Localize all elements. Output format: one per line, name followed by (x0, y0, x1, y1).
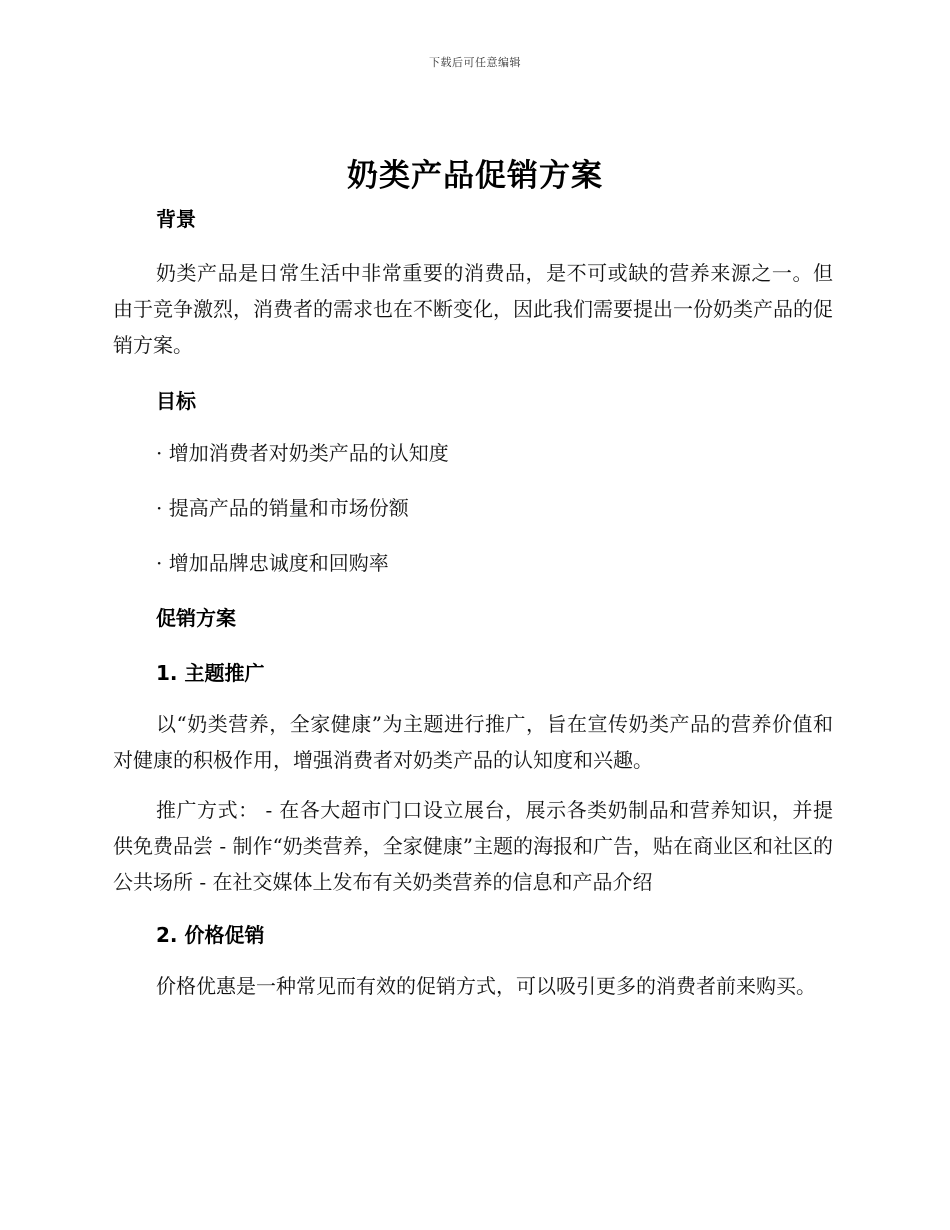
goal-item: · 增加消费者对奶类产品的认知度 (156, 441, 449, 465)
document-body (113, 205, 833, 1004)
price-promotion-heading: 2. 价格促销 (156, 923, 265, 947)
theme-promotion-heading: 1. 主题推广 (156, 661, 265, 685)
promotion-methods-paragraph: 推广方式： - 在各大超市门口设立展台，展示各类奶制品和营养知识，并提供免费品尝 - 制作“奶类营养，全家健康”主题的海报和广告，贴在商业区和社区的公共场所 - 在社交媒体上发布有关奶类营养的信息和产品介绍 (113, 798, 833, 894)
theme-promotion-paragraph: 以“奶类营养，全家健康”为主题进行推广，旨在宣传奶类产品的营养价值和对健康的积极作用，增强消费者对奶类产品的认知度和兴趣。 (113, 712, 833, 772)
goal-item: · 提高产品的销量和市场份额 (156, 496, 409, 520)
price-promotion-paragraph: 价格优惠是一种常见而有效的促销方式，可以吸引更多的消费者前来购买。 (156, 974, 816, 998)
goals-heading: 目标 (156, 389, 196, 413)
header-note: 下载后可任意编辑 (429, 56, 521, 69)
plan-heading: 促销方案 (156, 606, 236, 630)
goal-item: · 增加品牌忠诚度和回购率 (156, 551, 389, 575)
background-heading: 背景 (156, 207, 196, 231)
background-paragraph: 奶类产品是日常生活中非常重要的消费品，是不可或缺的营养来源之一。但由于竞争激烈，消费者的需求也在不断变化，因此我们需要提出一份奶类产品的促销方案。 (113, 261, 833, 357)
document-title: 奶类产品促销方案 (347, 158, 603, 194)
